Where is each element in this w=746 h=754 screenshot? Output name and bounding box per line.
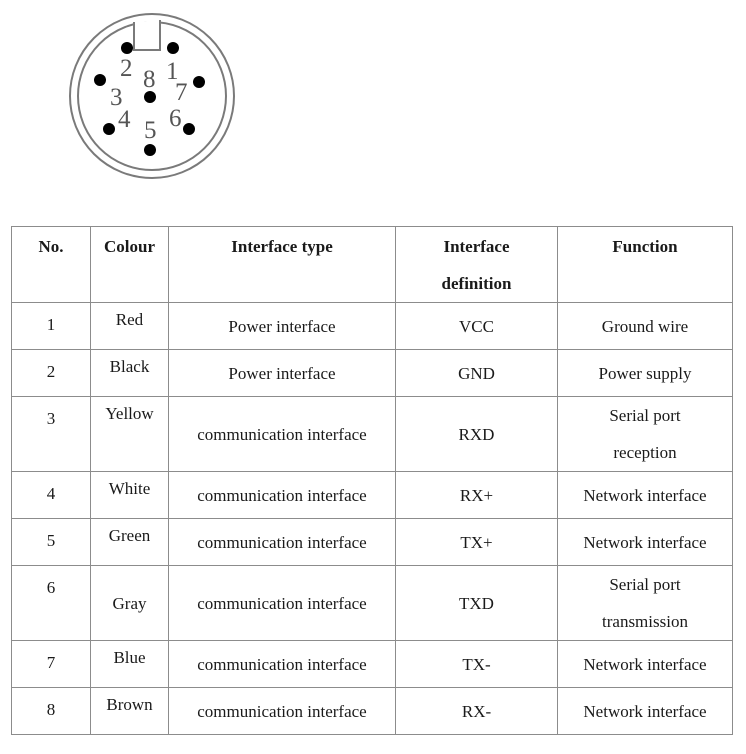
cell-interface-type: Power interface bbox=[169, 350, 396, 397]
cell-interface-type: communication interface bbox=[169, 397, 396, 472]
pin-4-dot bbox=[103, 123, 115, 135]
connector-key-notch bbox=[134, 20, 160, 50]
header-function: Function bbox=[558, 227, 733, 303]
pin-5-label: 5 bbox=[144, 117, 157, 144]
cell-no: 1 bbox=[12, 303, 91, 350]
cell-function-line2: reception bbox=[613, 443, 677, 462]
cell-interface-definition: RX+ bbox=[396, 472, 558, 519]
table-row bbox=[12, 641, 733, 688]
cell-colour: Gray bbox=[91, 566, 169, 641]
cell-no: 5 bbox=[12, 519, 91, 566]
pinout-table bbox=[11, 226, 733, 735]
cell-no: 6 bbox=[12, 566, 91, 641]
cell-function bbox=[558, 566, 733, 641]
cell-function: Ground wire bbox=[558, 303, 733, 350]
pin-7-dot bbox=[193, 76, 205, 88]
table-row bbox=[12, 350, 733, 397]
cell-colour: Red bbox=[91, 303, 169, 350]
table-row bbox=[12, 303, 733, 350]
cell-colour: Black bbox=[91, 350, 169, 397]
table-row bbox=[12, 566, 733, 641]
cell-no: 3 bbox=[12, 397, 91, 472]
pin-6-dot bbox=[183, 123, 195, 135]
cell-interface-type: communication interface bbox=[169, 641, 396, 688]
cell-colour: Green bbox=[91, 519, 169, 566]
cell-interface-definition: RX- bbox=[396, 688, 558, 735]
header-interface-definition bbox=[396, 227, 558, 303]
cell-function bbox=[558, 397, 733, 472]
cell-colour: Yellow bbox=[91, 397, 169, 472]
pin-5-dot bbox=[144, 144, 156, 156]
cell-function-line1: Serial port bbox=[609, 575, 681, 594]
pin-2-dot bbox=[121, 42, 133, 54]
cell-interface-type: communication interface bbox=[169, 519, 396, 566]
cell-colour: Brown bbox=[91, 688, 169, 735]
cell-interface-definition: VCC bbox=[396, 303, 558, 350]
pin-8-label: 8 bbox=[143, 66, 156, 93]
pin-4-label: 4 bbox=[118, 106, 131, 133]
connector-pinout-diagram bbox=[68, 8, 238, 183]
cell-interface-type: Power interface bbox=[169, 303, 396, 350]
cell-interface-type: communication interface bbox=[169, 566, 396, 641]
cell-no: 4 bbox=[12, 472, 91, 519]
cell-no: 8 bbox=[12, 688, 91, 735]
cell-interface-definition: TXD bbox=[396, 566, 558, 641]
table-row bbox=[12, 472, 733, 519]
pin-3-dot bbox=[94, 74, 106, 86]
header-colour: Colour bbox=[91, 227, 169, 303]
pin-2-label: 2 bbox=[120, 55, 133, 82]
table-header-row bbox=[12, 227, 733, 303]
header-interface-type: Interface type bbox=[169, 227, 396, 303]
cell-function: Network interface bbox=[558, 472, 733, 519]
pin-1-dot bbox=[167, 42, 179, 54]
cell-interface-definition: GND bbox=[396, 350, 558, 397]
cell-function: Network interface bbox=[558, 641, 733, 688]
pin-1-label: 1 bbox=[166, 58, 179, 85]
cell-colour: Blue bbox=[91, 641, 169, 688]
header-interface-definition-line1: Interface bbox=[443, 237, 510, 256]
cell-function: Network interface bbox=[558, 519, 733, 566]
cell-interface-type: communication interface bbox=[169, 472, 396, 519]
cell-function: Network interface bbox=[558, 688, 733, 735]
pin-3-label: 3 bbox=[110, 84, 123, 111]
cell-interface-definition: TX- bbox=[396, 641, 558, 688]
cell-interface-type: communication interface bbox=[169, 688, 396, 735]
cell-function: Power supply bbox=[558, 350, 733, 397]
pin-7-label: 7 bbox=[175, 79, 188, 106]
cell-function-line2: transmission bbox=[602, 612, 688, 631]
header-no: No. bbox=[12, 227, 91, 303]
cell-interface-definition: RXD bbox=[396, 397, 558, 472]
table-row bbox=[12, 519, 733, 566]
cell-no: 7 bbox=[12, 641, 91, 688]
header-interface-definition-line2: definition bbox=[441, 274, 512, 293]
table-row bbox=[12, 688, 733, 735]
cell-interface-definition: TX+ bbox=[396, 519, 558, 566]
cell-colour: White bbox=[91, 472, 169, 519]
table-row bbox=[12, 397, 733, 472]
cell-function-line1: Serial port bbox=[609, 406, 681, 425]
cell-no: 2 bbox=[12, 350, 91, 397]
pin-6-label: 6 bbox=[169, 105, 182, 132]
